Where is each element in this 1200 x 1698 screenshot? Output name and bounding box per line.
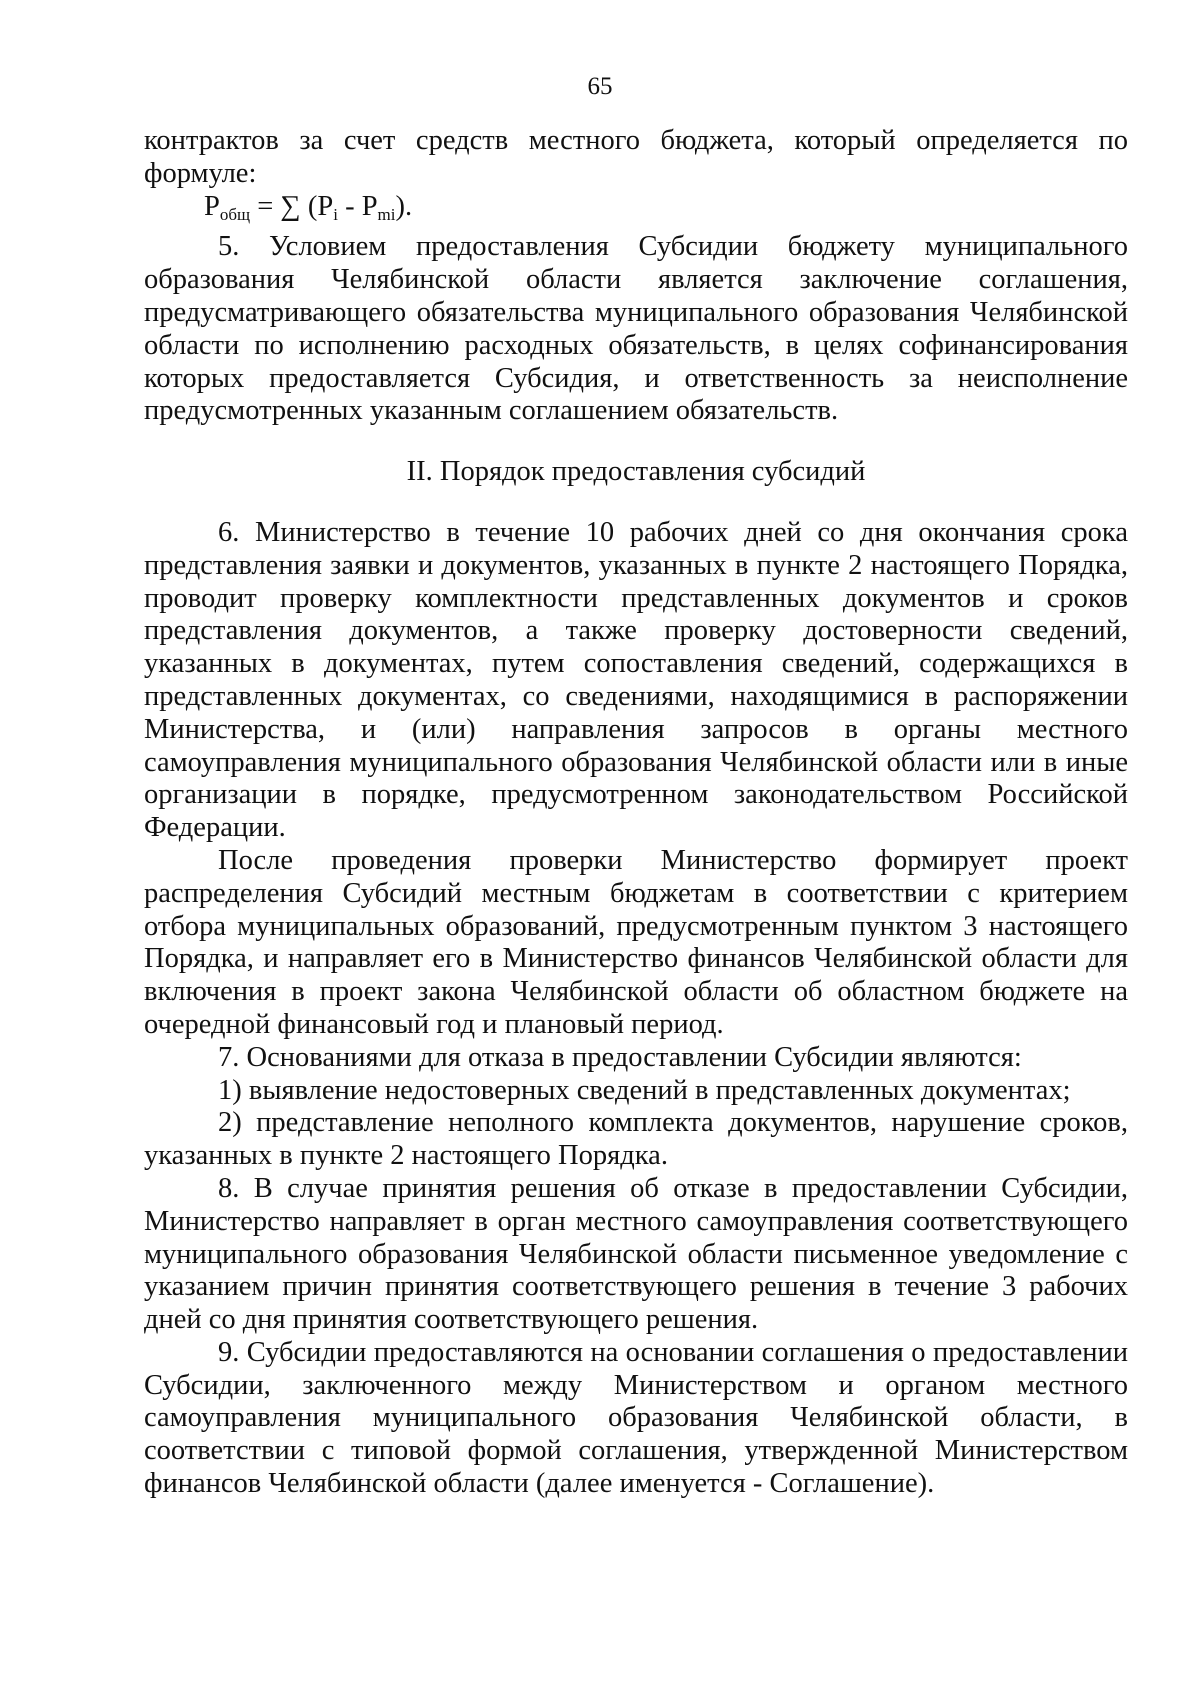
formula-minus: - P bbox=[337, 190, 378, 222]
paragraph-7-item-2: 2) представление неполного комплекта документов, нарушение сроков, указанных в пункте 2 настоящего Порядка. bbox=[144, 1107, 1128, 1172]
paragraph-5: 5. Условием предоставления Субсидии бюджету муниципального образования Челябинской области является заключение соглашения, предусматривающего обязательства муниципального образования Челябинской области по исполнению расходных обязательств, в целях софинансирования которых предоставляется Субсидия, и ответственность за неисполнение предусмотренных указанным соглашением обязательств. bbox=[144, 231, 1128, 427]
page-number: 65 bbox=[587, 73, 613, 100]
section-heading: II. Порядок предоставления субсидий bbox=[406, 456, 866, 488]
paragraph-intro: контрактов за счет средств местного бюджета, который определяется по формуле: bbox=[144, 125, 1128, 189]
formula-lhs: P bbox=[204, 190, 220, 222]
paragraph-8: 8. В случае принятия решения об отказе в предоставлении Субсидии, Министерство направляет в орган местного самоуправления соответствующего муниципального образования Челябинской области письменное уведомление с указанием причин принятия соответствующего решения в течение 3 рабочих дней со дня принятия соответствующего решения. bbox=[144, 1172, 1128, 1336]
paragraph-7-item-1: 1) выявление недостоверных сведений в представленных документах; bbox=[218, 1074, 1071, 1106]
paragraph-7: 7. Основаниями для отказа в предоставлении Субсидии являются: bbox=[218, 1041, 1022, 1073]
paragraph-9: 9. Субсидии предоставляются на основании соглашения о предоставлении Субсидии, заключенного между Министерством и органом местного самоуправления муниципального образования Челябинской области, в соответствии с типовой формой соглашения, утвержденной Министерством финансов Челябинской области (далее именуется - Соглашение). bbox=[144, 1336, 1128, 1500]
paragraph-6: 6. Министерство в течение 10 рабочих дней со дня окончания срока представления заявки и документов, указанных в пункте 2 настоящего Порядка, проводит проверку комплектности представленных документов и сроков представления документов, а также проверку достоверности сведений, указанных в документах, путем сопоставления сведений, содержащихся в представленных документах, со сведениями, находящимися в распоряжении Министерства, и (или) направления запросов в органы местного самоуправления муниципального образования Челябинской области или в иные организации в порядке, предусмотренном законодательством Российской Федерации. bbox=[144, 516, 1128, 844]
document-body bbox=[144, 125, 1128, 1501]
formula-i-subscript: i bbox=[333, 204, 338, 224]
formula-sum: = ∑ (P bbox=[250, 190, 334, 222]
paragraph-6-after: После проведения проверки Министерство формирует проект распределения Субсидий местным бюджетам в соответствии с критерием отбора муниципальных образований, предусмотренным пунктом 3 настоящего Порядка, и направляет его в Министерство финансов Челябинской области для включения в проект закона Челябинской области об областном бюджете на очередной финансовый год и плановый период. bbox=[144, 844, 1128, 1040]
formula bbox=[144, 191, 1128, 232]
formula-mi-subscript: mi bbox=[377, 204, 396, 224]
formula-lhs-subscript: общ bbox=[219, 204, 251, 224]
formula-end: ). bbox=[395, 190, 413, 222]
